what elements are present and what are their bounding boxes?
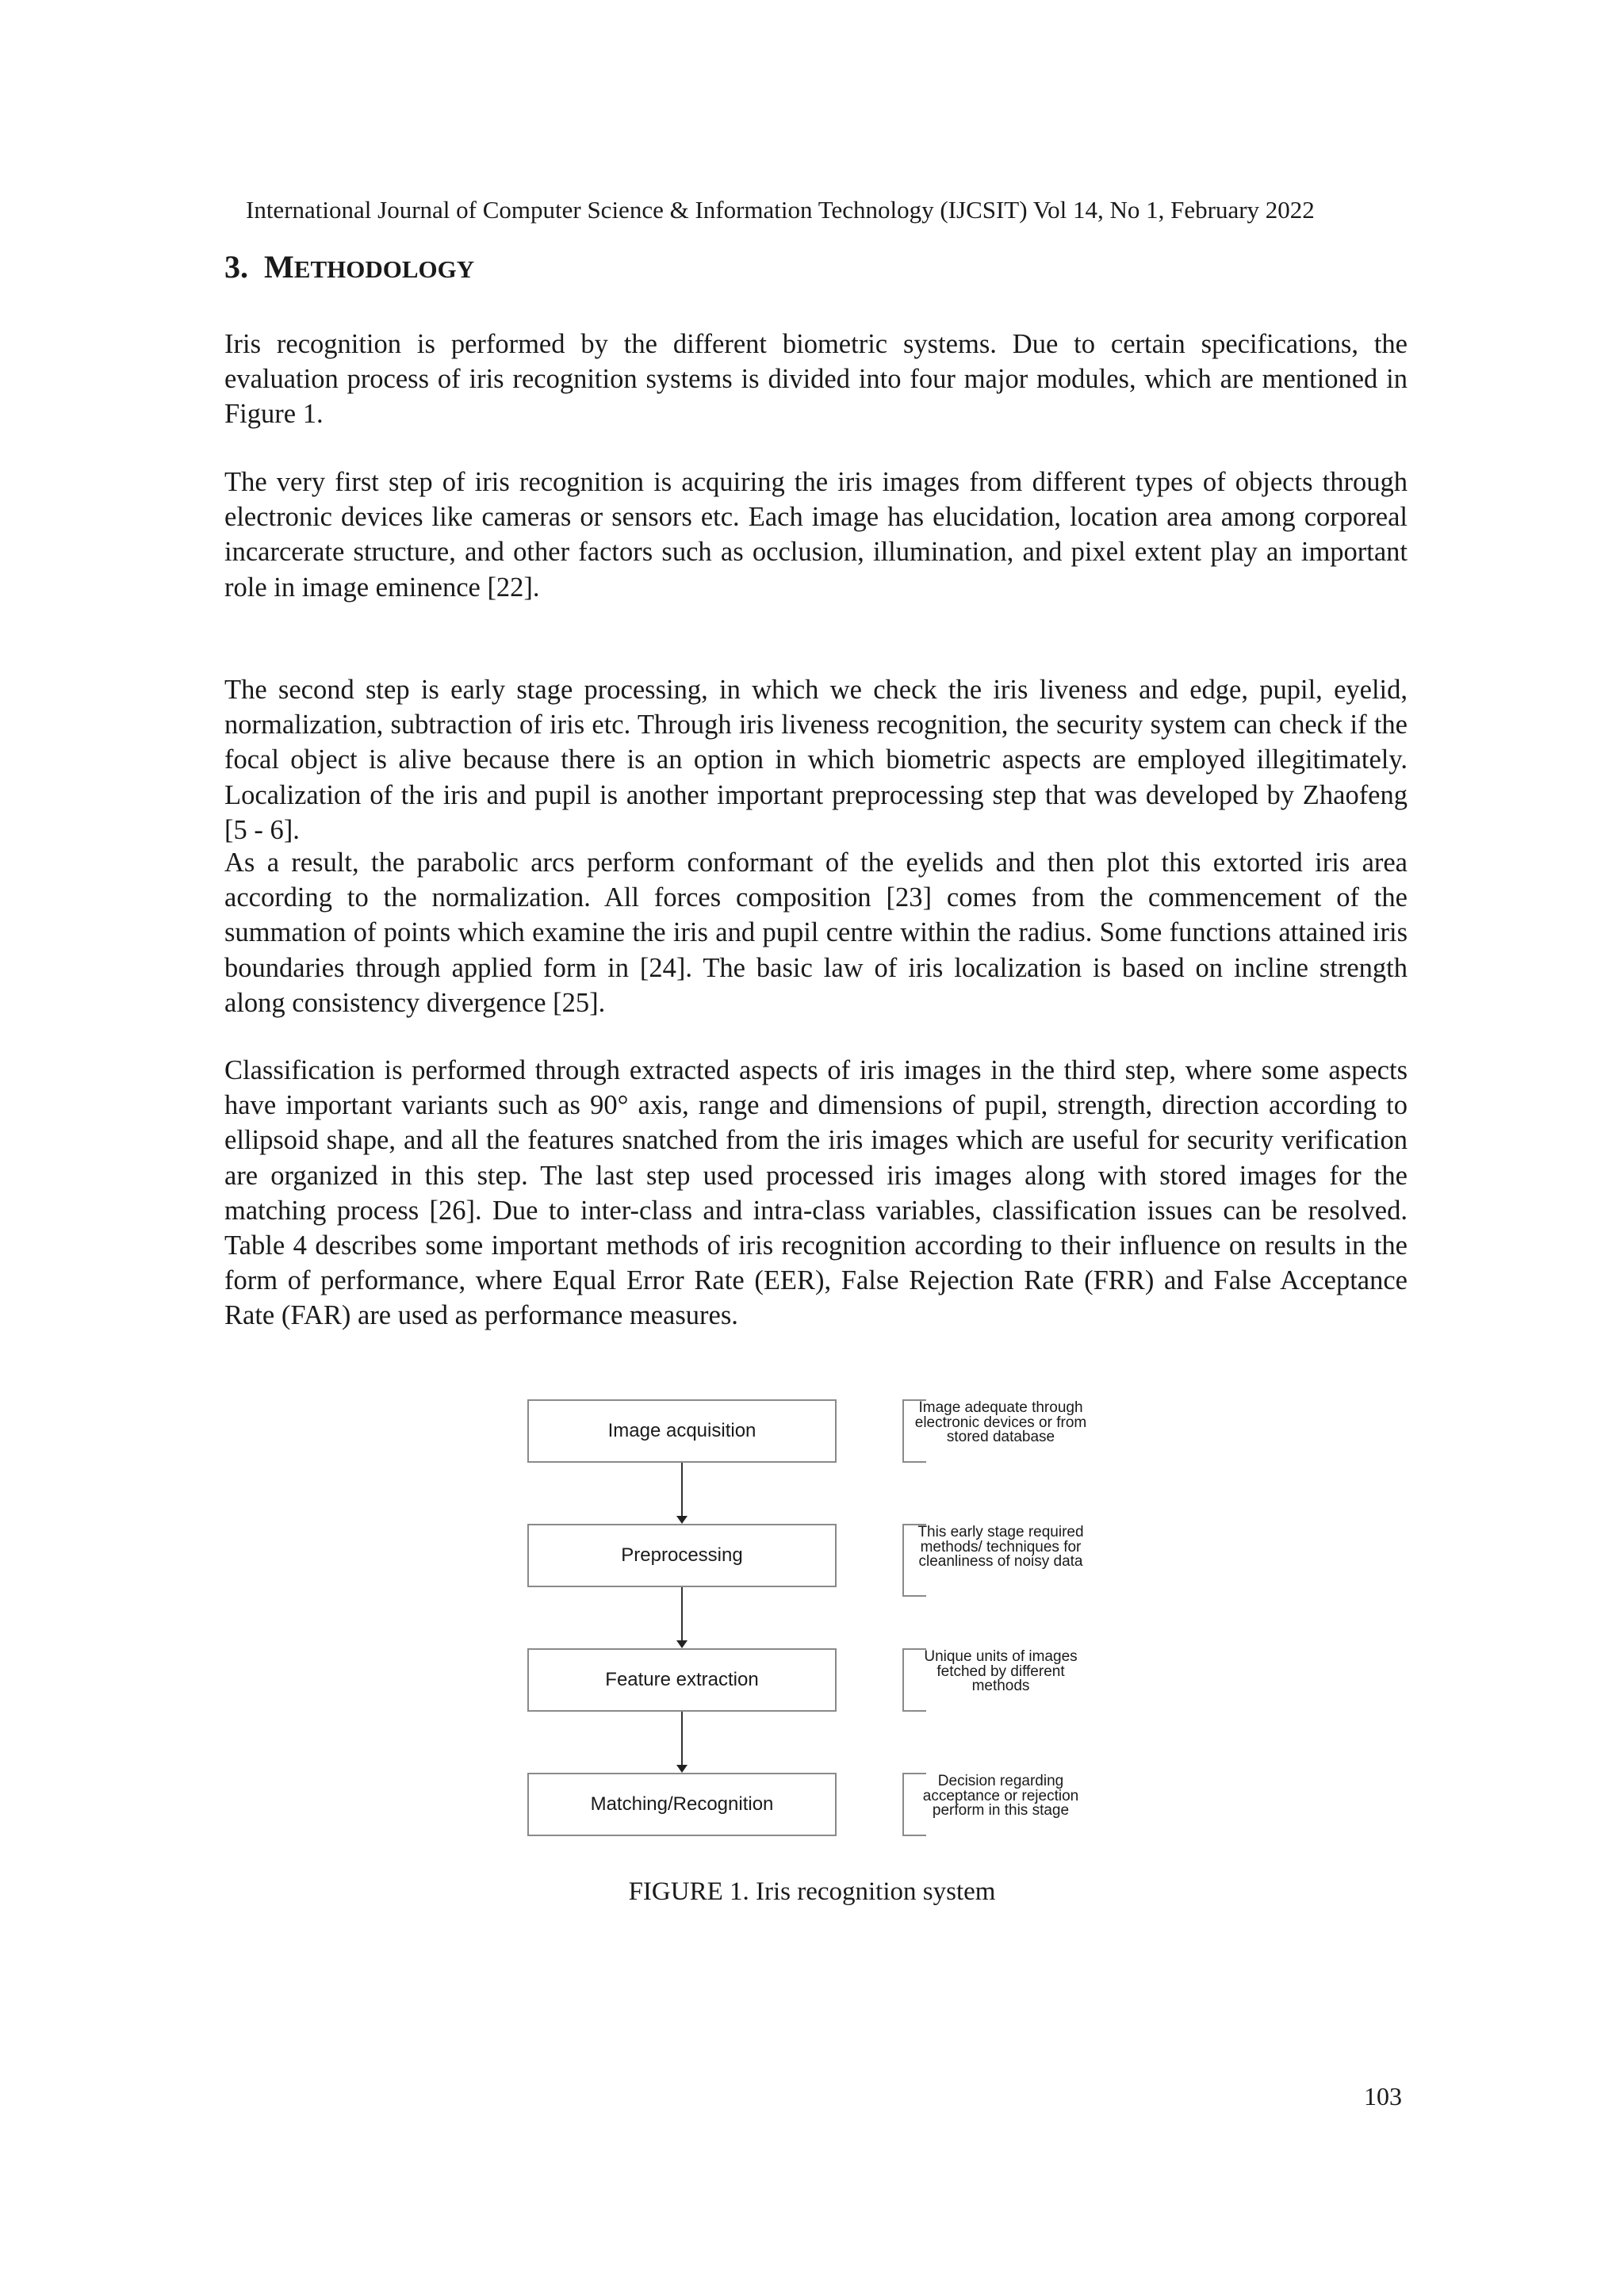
paragraph-2 [224, 465, 1408, 605]
paragraph-text: As a result, the parabolic arcs perform conformant of the eyelids and then plot this extorted iris area according to the normalization. All forces composition [23] comes from the commencement of the summation of points which examine the iris and pupil centre within the radius. Some functions attained iris boundaries through applied form in [24]. The basic law of iris localization is based on incline strength along consistency divergence [25]. [224, 848, 1408, 1018]
paragraph-3 [224, 672, 1408, 848]
section-heading [224, 247, 474, 289]
step-note-feature-extraction: Unique units of images fetched by different methods [924, 1648, 1078, 1694]
paragraph-text: Iris recognition is performed by the different biometric systems. Due to certain specifications, the evaluation process of iris recognition systems is divided into four major modules, which are mentioned in Figure 1. [224, 329, 1408, 430]
paragraph-text: Classification is performed through extracted aspects of iris images in the third step, where some aspects have important variants such as 90° axis, range and dimensions of pupil, strength, direction according to ellipsoid shape, and all the features snatched from the iris images which are useful for security verification are organized in this step. The last step used processed iris images along with stored images for the matching process [26]. Due to inter-class and intra-class variables, classification issues can be resolved. Table 4 describes some important methods of iris recognition according to their influence on results in the form of performance, where Equal Error Rate (EER), False Rejection Rate (FRR) and False Acceptance Rate (FAR) are used as performance measures. [224, 1055, 1408, 1331]
step-box-image-acquisition: Image acquisition [527, 1399, 837, 1463]
page-number: 103 [1364, 2082, 1402, 2110]
flow-arrow-head [676, 1765, 688, 1773]
step-box-matching-recognition: Matching/Recognition [527, 1773, 837, 1836]
paragraph-1 [224, 327, 1408, 432]
step-box-feature-extraction: Feature extraction [527, 1648, 837, 1712]
section-title-rest: ETHODOLOGY [293, 255, 475, 283]
paragraph-5 [224, 1053, 1408, 1334]
step-note-preprocessing: This early stage required methods/ techniques for cleanliness of noisy data [917, 1524, 1084, 1570]
paragraph-text: The very first step of iris recognition is acquiring the iris images from different types of objects through electronic devices like cameras or sensors etc. Each image has elucidation, location area among corporeal incarcerate structure, and other factors such as occlusion, illumination, and pixel extent play an important role in image eminence [22]. [224, 467, 1408, 603]
step-note-matching-recognition: Decision regarding acceptance or rejection perform in this stage [922, 1773, 1079, 1819]
section-title-initial: M [264, 249, 294, 285]
iris-recognition-diagram [508, 1395, 1110, 1855]
flow-arrow-head [676, 1640, 688, 1648]
paragraph-4 [224, 845, 1408, 1020]
flow-arrow-head [676, 1516, 688, 1524]
figure-caption: FIGURE 1. Iris recognition system [628, 1877, 996, 1906]
section-number: 3. [224, 249, 248, 285]
journal-header: International Journal of Computer Science & Information Technology (IJCSIT) Vol 14, No 1, February 2022 [246, 196, 1315, 224]
paragraph-text: The second step is early stage processing, in which we check the iris liveness and edge, pupil, eyelid, normalization, subtraction of iris etc. Through iris liveness recognition, the security system can check if the focal object is alive because there is an option in which biometric aspects are employed illegitimately. Localization of the iris and pupil is another important preprocessing step that was developed by Zhaofeng [5 - 6]. [224, 675, 1408, 845]
step-box-preprocessing: Preprocessing [527, 1524, 837, 1587]
step-note-image-acquisition: Image adequate through electronic devices or from stored database [914, 1399, 1087, 1445]
